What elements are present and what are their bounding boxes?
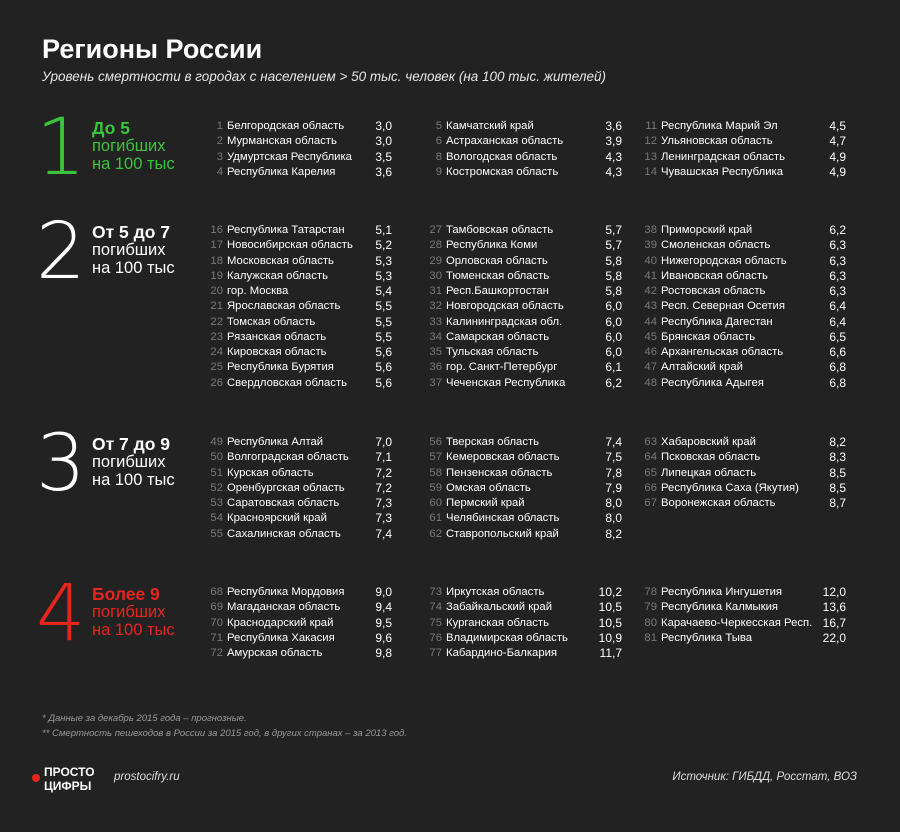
rank: 78: [644, 586, 657, 598]
rank: 79: [644, 601, 657, 614]
region-name: Орловская область: [446, 254, 548, 267]
rate-value: 22,0: [822, 630, 846, 645]
region-name: Республика Коми: [446, 239, 538, 252]
region-name: Тюменская область: [446, 269, 550, 282]
rank: 51: [210, 466, 223, 479]
rank: 6: [435, 135, 442, 148]
region-name: Архангельская область: [661, 346, 784, 358]
rate-value: 11,7: [599, 646, 622, 660]
rank: 43: [644, 300, 657, 313]
group-number: 3: [36, 419, 86, 509]
rate-value: 6,1: [605, 360, 622, 375]
rate-value: 6,0: [605, 329, 622, 344]
region-name: Московская область: [227, 254, 334, 267]
region-name: Тульская область: [446, 346, 539, 358]
rank: 13: [644, 150, 657, 163]
rate-value: 9,4: [375, 600, 392, 615]
rate-value: 7,2: [375, 480, 392, 495]
region-name: Красноярский край: [227, 512, 327, 525]
region-name: Республика Карелия: [227, 165, 336, 178]
region-name: Республика Дагестан: [661, 315, 773, 328]
rate-value: 3,6: [375, 164, 392, 179]
region-name: Омская область: [446, 481, 531, 494]
region-name: Сахалинская область: [227, 527, 341, 540]
rank: 46: [644, 346, 657, 358]
rate-value: 6,2: [605, 375, 622, 390]
rank: 44: [644, 315, 657, 328]
region-name: Тверская область: [446, 436, 540, 448]
rank: 34: [429, 330, 442, 343]
rank: 11: [645, 120, 657, 132]
rate-value: 5,5: [375, 314, 392, 329]
region-name: Кемеровская область: [446, 451, 560, 464]
region-name: Нижегородская область: [661, 254, 787, 267]
rate-value: 7,2: [375, 465, 392, 480]
rank: 8: [435, 150, 442, 163]
region-name: Республика Мордовия: [227, 586, 345, 598]
rank: 36: [429, 361, 442, 374]
rate-value: 5,6: [375, 375, 392, 390]
rank: 1: [216, 120, 223, 132]
region-name: Амурская область: [227, 647, 323, 659]
rate-value: 3,6: [605, 119, 622, 133]
region-name: Республика Татарстан: [227, 224, 345, 236]
rank: 4: [216, 165, 223, 178]
group-number: 2: [36, 207, 86, 297]
rank: 31: [429, 285, 442, 297]
region-name: Пермский край: [446, 497, 525, 509]
rate-value: 9,8: [375, 646, 392, 660]
rank: 61: [429, 512, 442, 525]
region-name: Саратовская область: [227, 497, 340, 509]
rank: 18: [210, 254, 223, 267]
rank: 5: [435, 120, 442, 132]
rank: 30: [429, 269, 442, 282]
rank: 76: [429, 631, 442, 644]
rank: 21: [210, 300, 223, 313]
rank: 58: [429, 466, 442, 479]
region-name: Курская область: [227, 466, 314, 479]
rank: 38: [644, 224, 657, 236]
rate-value: 5,7: [605, 238, 622, 253]
region-name: Кабардино-Балкария: [446, 647, 558, 659]
region-name: Мурманская область: [227, 135, 337, 148]
region-name: Республика Тыва: [661, 631, 753, 644]
rank: 9: [435, 165, 442, 178]
region-name: Владимирская область: [446, 631, 568, 644]
rank: 37: [429, 376, 442, 389]
rank: 80: [644, 616, 657, 629]
rate-value: 6,6: [829, 345, 846, 359]
region-name: Карачаево-Черкесская Респ.: [661, 616, 813, 629]
region-name: Смоленская область: [661, 239, 771, 252]
rank: 50: [210, 451, 223, 464]
rate-value: 6,3: [829, 238, 846, 253]
rank: 65: [644, 466, 657, 479]
rate-value: 8,0: [605, 496, 622, 510]
rank: 69: [210, 601, 223, 614]
rank: 42: [644, 285, 657, 297]
rate-value: 8,2: [605, 526, 622, 541]
rate-value: 6,2: [829, 223, 846, 237]
rate-value: 8,3: [829, 450, 846, 465]
page-subtitle: Уровень смертности в городах с населением > 50 тыс. человек (на 100 тыс. жителей): [42, 69, 606, 84]
rank: 59: [429, 481, 442, 494]
region-name: Вологодская область: [446, 150, 558, 163]
group-subtitle-line2: на 100 тыс: [92, 155, 175, 173]
rate-value: 5,6: [375, 345, 392, 359]
rate-value: 8,2: [829, 435, 846, 449]
rank: 45: [644, 330, 657, 343]
rank: 52: [210, 481, 223, 494]
rate-value: 6,0: [605, 299, 622, 314]
region-name: Томская область: [227, 315, 316, 328]
rank: 66: [644, 481, 657, 494]
rank: 74: [429, 601, 442, 614]
source-note: Источник: ГИБДД, Росстат, ВОЗ: [672, 771, 857, 783]
region-name: Забайкальский край: [446, 601, 553, 614]
region-name: Удмуртская Республика: [227, 150, 352, 163]
region-name: Кировская область: [227, 346, 327, 358]
region-name: гор. Санкт-Петербург: [446, 361, 558, 374]
rate-value: 3,0: [375, 134, 392, 149]
region-name: Респ. Северная Осетия: [661, 300, 785, 313]
rate-value: 6,8: [829, 360, 846, 375]
region-name: Волгоградская область: [227, 451, 349, 464]
region-name: Пензенская область: [446, 466, 553, 479]
group-subtitle-line1: погибших: [92, 137, 166, 155]
region-name: Приморский край: [661, 224, 753, 236]
rate-value: 6,3: [829, 284, 846, 298]
rank: 27: [429, 224, 442, 236]
rate-value: 4,5: [829, 119, 846, 133]
rank: 41: [644, 269, 657, 282]
rate-value: 7,4: [375, 526, 392, 541]
rate-value: 6,3: [829, 253, 846, 268]
rank: 29: [429, 254, 442, 267]
rate-value: 5,3: [375, 268, 392, 283]
rate-value: 5,5: [375, 329, 392, 344]
rank: 16: [210, 224, 223, 236]
group-title: От 7 до 9: [92, 434, 171, 454]
group-title: Более 9: [92, 584, 160, 604]
rank: 3: [216, 150, 223, 163]
region-name: Республика Ингушетия: [661, 586, 783, 598]
rank: 60: [429, 497, 442, 509]
rate-value: 4,3: [605, 164, 622, 179]
rate-value: 6,8: [829, 375, 846, 390]
region-name: Ярославская область: [227, 300, 341, 313]
region-name: Псковская область: [661, 451, 761, 464]
rank: 20: [210, 285, 223, 297]
rank: 75: [429, 616, 442, 629]
rank: 49: [210, 436, 223, 448]
rate-value: 7,1: [375, 450, 392, 465]
rank: 55: [210, 527, 223, 540]
rank: 77: [429, 647, 442, 659]
rate-value: 7,5: [605, 450, 622, 465]
footnote-2: ** Смертность пешеходов в России за 2015 год, в других странах – за 2013 год.: [42, 728, 407, 739]
group-title: От 5 до 7: [92, 222, 171, 242]
rank: 64: [644, 451, 657, 464]
rate-value: 3,0: [375, 119, 392, 133]
rank: 62: [429, 527, 442, 540]
rate-value: 6,0: [605, 314, 622, 329]
region-name: Хабаровский край: [661, 436, 756, 448]
region-name: Ростовская область: [661, 285, 766, 297]
rate-value: 9,5: [375, 615, 392, 630]
group-number: 1: [36, 103, 86, 193]
rate-value: 5,2: [375, 238, 392, 253]
group-subtitle-line1: погибших: [92, 241, 166, 259]
rank: 26: [210, 376, 223, 389]
group-subtitle-line1: погибших: [92, 603, 166, 621]
group-subtitle-line2: на 100 тыс: [92, 259, 175, 277]
rank: 56: [429, 436, 442, 448]
region-name: Ульяновская область: [661, 135, 773, 148]
rank: 70: [210, 616, 223, 629]
region-name: Алтайский край: [661, 361, 743, 374]
rank: 14: [644, 165, 657, 178]
region-name: Ленинградская область: [661, 150, 785, 163]
group-title: До 5: [92, 118, 130, 138]
logo-dot-icon: [32, 774, 40, 782]
region-name: Оренбургская область: [227, 481, 345, 494]
rank: 39: [644, 239, 657, 252]
region-name: Брянская область: [661, 330, 756, 343]
rate-value: 7,9: [605, 480, 622, 495]
rank: 32: [429, 300, 442, 313]
rate-value: 6,3: [829, 268, 846, 283]
rank: 47: [644, 361, 657, 374]
rank: 25: [210, 361, 223, 374]
rate-value: 7,0: [375, 435, 392, 449]
region-name: Республика Алтай: [227, 436, 324, 448]
region-name: Курганская область: [446, 616, 549, 629]
region-name: Белгородская область: [227, 120, 345, 132]
rate-value: 3,9: [605, 134, 622, 149]
region-name: Камчатский край: [446, 120, 534, 132]
rate-value: 10,2: [598, 585, 622, 599]
rank: 53: [210, 497, 223, 509]
rate-value: 3,5: [375, 149, 392, 164]
logo-line1: ПРОСТО: [44, 765, 95, 779]
region-name: Астраханская область: [446, 135, 564, 148]
footnote-1: * Данные за декабрь 2015 года – прогнозные.: [42, 713, 247, 724]
region-name: Иркутская область: [446, 586, 545, 598]
rank: 63: [644, 436, 657, 448]
rate-value: 5,1: [375, 223, 392, 237]
region-name: Самарская область: [446, 330, 550, 343]
rate-value: 4,9: [829, 149, 846, 164]
rate-value: 7,3: [375, 496, 392, 510]
rate-value: 4,9: [829, 164, 846, 179]
rate-value: 12,0: [822, 585, 846, 599]
rank: 54: [210, 512, 223, 525]
region-name: Калининградская обл.: [446, 315, 563, 328]
rate-value: 8,0: [605, 511, 622, 526]
site-link[interactable]: prostocifry.ru: [114, 771, 180, 783]
region-name: Ивановская область: [661, 269, 768, 282]
rate-value: 10,5: [598, 600, 622, 615]
rank: 23: [210, 330, 223, 343]
rate-value: 4,7: [829, 134, 846, 149]
rate-value: 5,8: [605, 253, 622, 268]
rank: 2: [216, 135, 223, 148]
rate-value: 4,3: [605, 149, 622, 164]
rate-value: 6,4: [829, 314, 846, 329]
rate-value: 8,5: [829, 465, 846, 480]
logo: [28, 763, 98, 797]
rank: 17: [210, 239, 223, 252]
region-name: Республика Адыгея: [661, 376, 764, 389]
rank: 19: [210, 269, 223, 282]
rate-value: 5,5: [375, 299, 392, 314]
rate-value: 13,6: [822, 600, 846, 615]
rate-value: 6,5: [829, 329, 846, 344]
region-name: Республика Бурятия: [227, 361, 334, 374]
rate-value: 7,8: [605, 465, 622, 480]
region-name: Новгородская область: [446, 300, 564, 313]
rate-value: 9,6: [375, 630, 392, 645]
rank: 57: [429, 451, 442, 464]
region-name: Тамбовская область: [446, 224, 554, 236]
region-name: Чеченская Республика: [446, 376, 566, 389]
rank: 71: [210, 631, 223, 644]
rate-value: 9,0: [375, 585, 392, 599]
region-name: Новосибирская область: [227, 239, 353, 252]
group-subtitle-line2: на 100 тыс: [92, 621, 175, 639]
rate-value: 8,5: [829, 480, 846, 495]
rate-value: 5,8: [605, 268, 622, 283]
region-name: Липецкая область: [661, 466, 757, 479]
region-name: Свердловская область: [227, 376, 348, 389]
region-name: Республика Хакасия: [227, 631, 335, 644]
logo-line2: ЦИФРЫ: [44, 779, 92, 793]
region-name: Ставропольский край: [446, 527, 559, 540]
rate-value: 10,5: [598, 615, 622, 630]
rank: 28: [429, 239, 442, 252]
region-name: Костромская область: [446, 165, 559, 178]
region-name: гор. Москва: [227, 285, 289, 297]
region-name: Республика Марий Эл: [661, 120, 778, 132]
rank: 73: [429, 586, 442, 598]
rate-value: 10,9: [598, 630, 622, 645]
rank: 35: [429, 346, 442, 358]
rate-value: 6,4: [829, 299, 846, 314]
region-name: Магаданская область: [227, 601, 341, 614]
group-subtitle-line1: погибших: [92, 453, 166, 471]
group-subtitle-line2: на 100 тыс: [92, 471, 175, 489]
rank: 68: [210, 586, 223, 598]
region-name: Челябинская область: [446, 512, 560, 525]
region-name: Калужская область: [227, 269, 328, 282]
region-name: Республика Калмыкия: [661, 601, 779, 614]
rank: 24: [210, 346, 223, 358]
region-name: Чувашская Республика: [661, 165, 783, 178]
region-name: Рязанская область: [227, 330, 327, 343]
rate-value: 6,0: [605, 345, 622, 359]
region-name: Краснодарский край: [227, 616, 334, 629]
rank: 22: [210, 315, 223, 328]
rate-value: 5,6: [375, 360, 392, 375]
rate-value: 7,4: [605, 435, 622, 449]
region-name: Воронежская область: [661, 497, 776, 509]
rank: 72: [210, 647, 223, 659]
page-title: Регионы России: [42, 34, 263, 64]
rank: 12: [644, 135, 657, 148]
rank: 81: [644, 631, 657, 644]
group-number: 4: [36, 569, 86, 659]
rank: 33: [429, 315, 442, 328]
rate-value: 5,3: [375, 253, 392, 268]
rank: 48: [644, 376, 657, 389]
rate-value: 7,3: [375, 511, 392, 526]
rate-value: 16,7: [822, 615, 846, 630]
rate-value: 5,8: [605, 284, 622, 298]
rate-value: 5,4: [375, 284, 392, 298]
rank: 67: [644, 497, 657, 509]
rate-value: 8,7: [829, 496, 846, 510]
rank: 40: [644, 254, 657, 267]
region-name: Республика Саха (Якутия): [661, 481, 799, 494]
region-name: Респ.Башкортостан: [446, 285, 549, 297]
rate-value: 5,7: [605, 223, 622, 237]
